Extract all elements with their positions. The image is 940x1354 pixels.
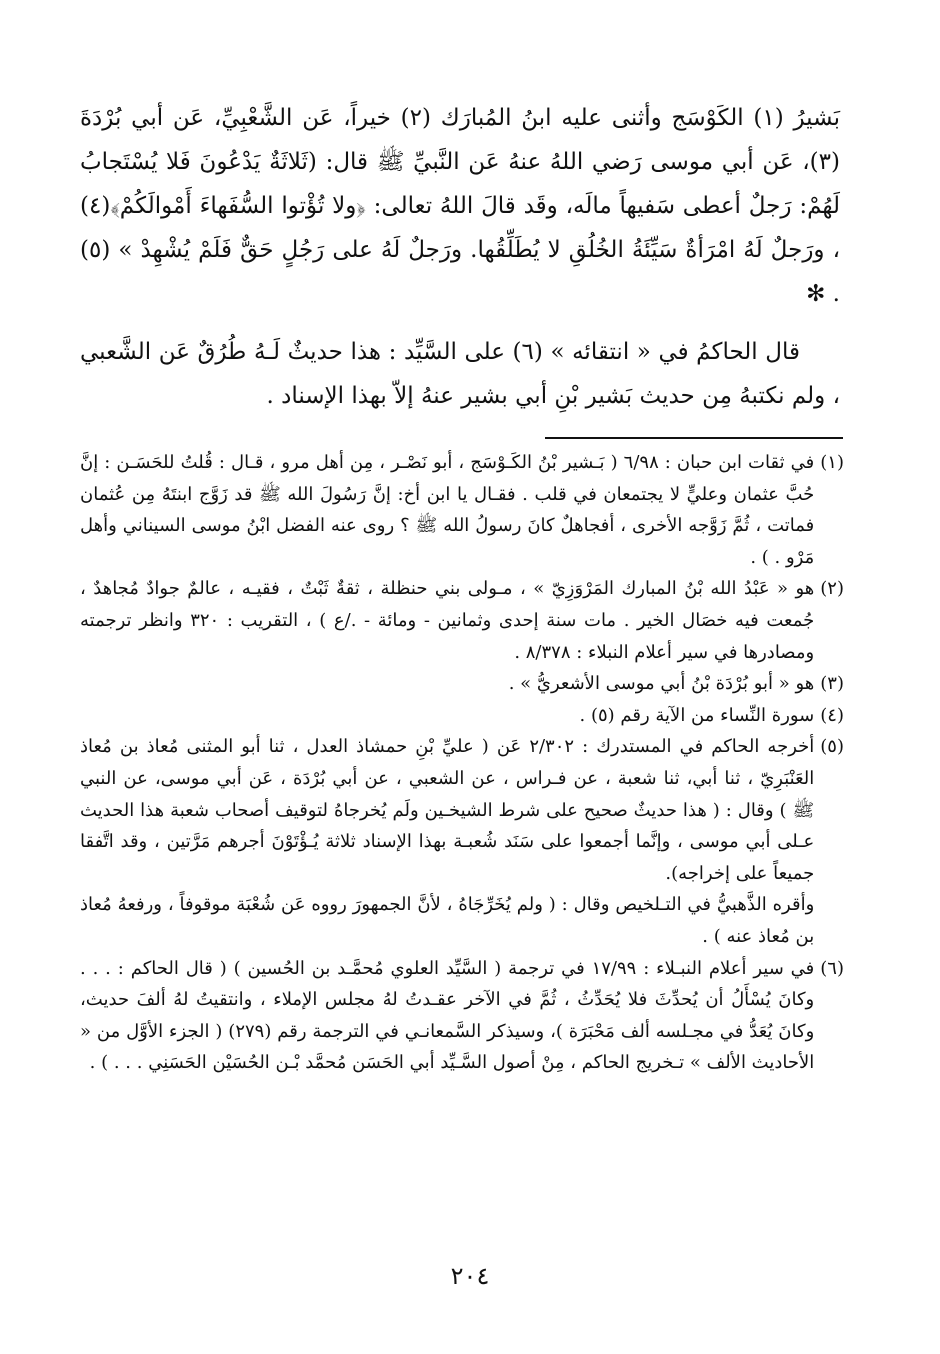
footnote-text: سورة النِّساء من الآية رقم (٥) . <box>579 704 815 726</box>
page-number: ٢٠٤ <box>450 1262 490 1290</box>
footnote-text: هو « عَبْدُ الله بْنُ المبارك المَرْوَزِيّ » ، مـولى بني حنظلة ، ثقةٌ ثَبْتٌ ، فقيـه ، عالمٌ جوادٌ مُجاهدٌ ، جُمعت فيه خصَال الخير . مات سنة إحدى وثمانين - ومائة - ./ع ) ، التقريب : ٣٢٠ وانظر ترجمته ومصادرها في سير أعلام النبلاء : ٨/٣٧٨ . <box>80 578 815 663</box>
footnote-number: (٦) <box>820 957 844 979</box>
footnote-body <box>80 700 814 732</box>
footnote-body <box>80 573 814 668</box>
main-paragraph-1: بَشيرُ (١) الكَوْسَج وأثنى عليه ابنُ المُبارَك (٢) خيراً، عَن الشَّعْبِيِّ، عَن أبي بُرْدَةَ (٣)، عَن أبي موسى رَضي اللهُ عنهُ عَن النَّبيِّ ﷺ قال: (ثَلاثَةٌ يَدْعُونَ فَلا يُسْتَجابُ لَهُمْ: رَجلٌ أعطى سَفيهاً مالَه، وقَد قالَ اللهُ تعالى: ﴿ولا تُؤْتوا السُّفَهاءَ أَمْوالَكُمْ﴾(٤) ، ورَجلٌ لَهُ امْرَأةٌ سَيِّئَةُ الخُلُقِ لا يُطَلِّقُها. ورَجلٌ لَهُ على رَجُلٍ حَقٌّ فَلَمْ يُشْهِدْ » (٥) . ✻ <box>80 105 841 307</box>
footnote-text: في ثقات ابن حبان : ٦/٩٨ ( بَـشير بْنُ الكَـوْسَج ، أبو نَصْـر ، مِن أهل مرو ، قـال : قُلتُ للحَسَـن : إنَّ حُبَّ عثمان وعليٍّ لا يجتمعان في قلب . فقـال يا ابن أخ: إنَّ رَسُولَ الله ﷺ قد زَوَّج ابنتَهُ مِن عُثمان فماتت ، ثُمَّ زَوَّجه الأخرى ، أفجاهلٌ كانَ رسولُ الله ﷺ ؟ روى عنه الفضل ابْنُ موسى السيناني وأهل مَرْو . ) . <box>80 452 815 568</box>
footnote-body <box>80 731 814 952</box>
footnote-text: هو « أبو بُرْدَة بْنُ أبي موسى الأشعريُّ » . <box>508 673 815 695</box>
footnote-text: في سير أعلام النبـلاء : ١٧/٩٩ في ترجمة ( السَّيِّد العلوي مُحمَّـد بن الحُسين ) ( قال الحاكم : . . . وكانَ يُسْأَلُ أن يُحدِّثَ فلا يُحَدِّثُ ، ثُمَّ في الآخر عقـدتُ لهُ مجلس الإملاء ، وانتقيتُ لهُ ألفَ حديث، وكانَ يُعَدُّ في مجـلسه ألف مَحْبَرَة )، وسيذكر السَّمعانـي في الترجمة رقم (٢٧٩) ( الجزء الأوَّل من « الأحاديث الألف » تـخريج الحاكم ، مِنْ أصول السَّـيِّد أبي الحَسَن مُحمَّد بْـن الحُسَيْن الحَسَنِي . . . ) . <box>80 957 815 1074</box>
footnote-text: أخرجه الحاكم في المستدرك : ٢/٣٠٢ عَن ( عليِّ بْنِ حمشاذ العدل ، ثنا أبو المثنى مُعاذ بن مُعاذ العَنْبَرِيّ ، ثنا أبي، ثنا شعبة ، عن فـراس ، عن الشعبي ، عن أبي بُرْدَة ، عَن أبي موسى، عن النبي ﷺ ) وقال : ( هذا حديثٌ صحيح على شرط الشيخـين ولَم يُخرجاهُ لتوقيف أصحاب شعبة هذا الحديث عـلى أبي موسى ، وإنَّما أجمعوا على سَنَد شُعبـة بهذا الإسناد ثلاثة يُـؤْتَوْنَ أجرهم مَرَّتين ، وقد اتَّفقا جميعاً على إخراجه). <box>80 736 815 884</box>
footnote-5 <box>80 731 844 952</box>
footnote-number: (٤) <box>820 704 844 726</box>
footnotes <box>80 447 844 1079</box>
footnote-body <box>80 953 814 1079</box>
footnote-2 <box>80 573 844 668</box>
footnote-body <box>80 447 814 573</box>
main-paragraph-2-text: قال الحاكمُ في « انتقائه » (٦) على السَّيِّد : هذا حديثٌ لَـهُ طُرُقٌ عَن الشَّعبي ، ولم نكتبهُ مِن حديث بَشير بْنِ أبي بشير عنهُ إلاّ بهذا الإسناد . <box>80 339 840 409</box>
footnote-text-continued: وأقره الذَّهبيُّ في التـلخيص وقال : ( ولم يُخَرِّجَاهُ ، لأنَّ الجمهورَ رووه عَن شُعْبَة موقوفاً ، ورفعهُ مُعاذ بن مُعاذ عنه ) . <box>80 894 815 947</box>
main-paragraph-2 <box>80 330 840 418</box>
footnote-separator <box>545 437 843 439</box>
footnote-body <box>80 668 814 700</box>
footnote-4 <box>80 700 844 732</box>
footnote-3 <box>80 668 844 700</box>
footnote-number: (٣) <box>820 673 844 695</box>
footnote-number: (١) <box>820 452 844 473</box>
footnote-1 <box>80 447 844 573</box>
footnote-number: (٢) <box>820 578 844 600</box>
footnote-6 <box>80 953 844 1079</box>
main-text <box>80 96 840 418</box>
footnote-number: (٥) <box>820 736 844 758</box>
